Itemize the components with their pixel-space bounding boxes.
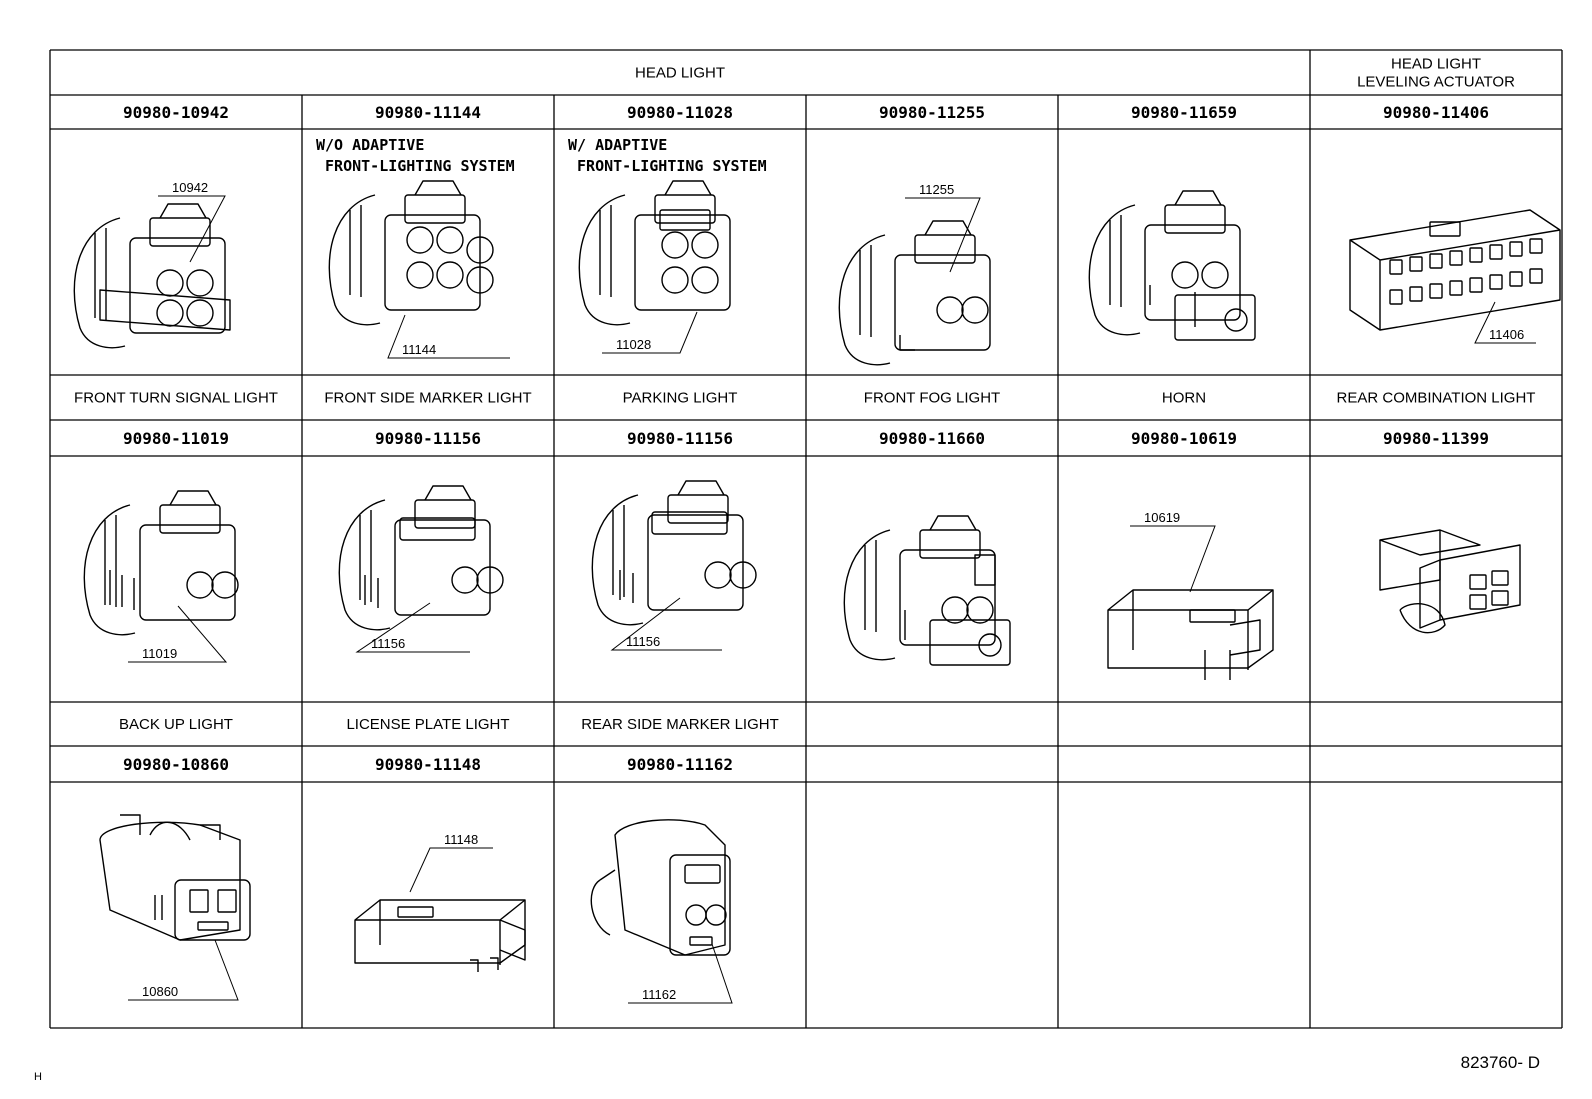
part-number: 90980-11156 bbox=[627, 429, 733, 448]
part-number: 90980-11659 bbox=[1131, 103, 1237, 122]
connector-11144 bbox=[329, 181, 493, 325]
part-number: 90980-10942 bbox=[123, 103, 229, 122]
drawing-code: 823760- D bbox=[1460, 1053, 1540, 1072]
connector-11255 bbox=[839, 221, 990, 365]
part-number: 90980-11660 bbox=[879, 429, 985, 448]
connector-10619-callout: 10619 bbox=[1144, 510, 1181, 525]
connector-10619 bbox=[1108, 590, 1273, 680]
section-header: FRONT SIDE MARKER LIGHT bbox=[324, 389, 532, 407]
connector-11156-b bbox=[592, 481, 756, 625]
connector-11028 bbox=[579, 181, 730, 325]
connector-11660 bbox=[844, 516, 1010, 665]
connector-11156-a-callout: 11156 bbox=[371, 636, 406, 651]
section-header: HEAD LIGHT LEVELING ACTUATOR bbox=[1357, 55, 1515, 91]
part-number: 90980-11156 bbox=[375, 429, 481, 448]
connector-11028-callout: 11028 bbox=[616, 337, 652, 352]
applicability-note: W/O ADAPTIVE FRONT-LIGHTING SYSTEM bbox=[316, 136, 515, 175]
connector-10942 bbox=[74, 204, 230, 348]
part-number: 90980-10619 bbox=[1131, 429, 1237, 448]
connector-11156-a bbox=[339, 486, 503, 630]
connector-11148-callout: 11148 bbox=[444, 832, 479, 847]
connector-10942-leader bbox=[158, 196, 225, 262]
section-header: BACK UP LIGHT bbox=[119, 716, 233, 733]
connector-11162-callout: 11162 bbox=[642, 987, 677, 1002]
connector-11406 bbox=[1350, 210, 1560, 330]
table-labels bbox=[74, 56, 1535, 775]
part-number: 90980-11019 bbox=[123, 429, 229, 448]
connector-11162 bbox=[591, 820, 730, 955]
connector-11399 bbox=[1380, 530, 1520, 633]
connector-10860-callout: 10860 bbox=[142, 984, 179, 999]
connector-11255-callout: 11255 bbox=[919, 182, 955, 197]
part-number: 90980-11028 bbox=[627, 103, 733, 122]
section-header: LICENSE PLATE LIGHT bbox=[346, 716, 510, 733]
section-header: HORN bbox=[1161, 389, 1207, 407]
connector-10942-callout: 10942 bbox=[172, 180, 209, 195]
section-header: REAR COMBINATION LIGHT bbox=[1336, 389, 1536, 407]
part-number: 90980-10860 bbox=[123, 755, 229, 774]
connector-11144-callout: 11144 bbox=[402, 342, 437, 357]
connector-11148 bbox=[355, 900, 525, 972]
applicability-note: W/ ADAPTIVE FRONT-LIGHTING SYSTEM bbox=[568, 136, 767, 175]
section-header: REAR SIDE MARKER LIGHT bbox=[581, 716, 779, 733]
part-number: 90980-11255 bbox=[879, 103, 985, 122]
connector-11019-callout: 11019 bbox=[142, 646, 178, 661]
section-header: FRONT TURN SIGNAL LIGHT bbox=[74, 389, 278, 407]
connector-10619-leader bbox=[1130, 526, 1215, 592]
part-number: 90980-11148 bbox=[375, 755, 481, 774]
connector-11406-callout: 11406 bbox=[1489, 327, 1525, 342]
connector-11019 bbox=[84, 491, 238, 635]
table-grid bbox=[50, 50, 1562, 1028]
connector-drawings bbox=[74, 180, 1560, 1003]
connector-11659 bbox=[1089, 191, 1255, 340]
part-number: 90980-11399 bbox=[1383, 429, 1489, 448]
section-header: PARKING LIGHT bbox=[622, 389, 738, 407]
connector-11148-leader bbox=[410, 848, 493, 892]
part-number: 90980-11162 bbox=[627, 755, 733, 774]
section-header: HEAD LIGHT bbox=[634, 64, 726, 82]
connector-11156-b-callout: 11156 bbox=[626, 634, 661, 649]
part-number: 90980-11144 bbox=[375, 103, 481, 122]
part-number: 90980-11406 bbox=[1383, 103, 1489, 122]
section-header: FRONT FOG LIGHT bbox=[863, 389, 1001, 407]
connector-10860 bbox=[100, 815, 250, 940]
corner-mark: H bbox=[34, 1071, 42, 1083]
